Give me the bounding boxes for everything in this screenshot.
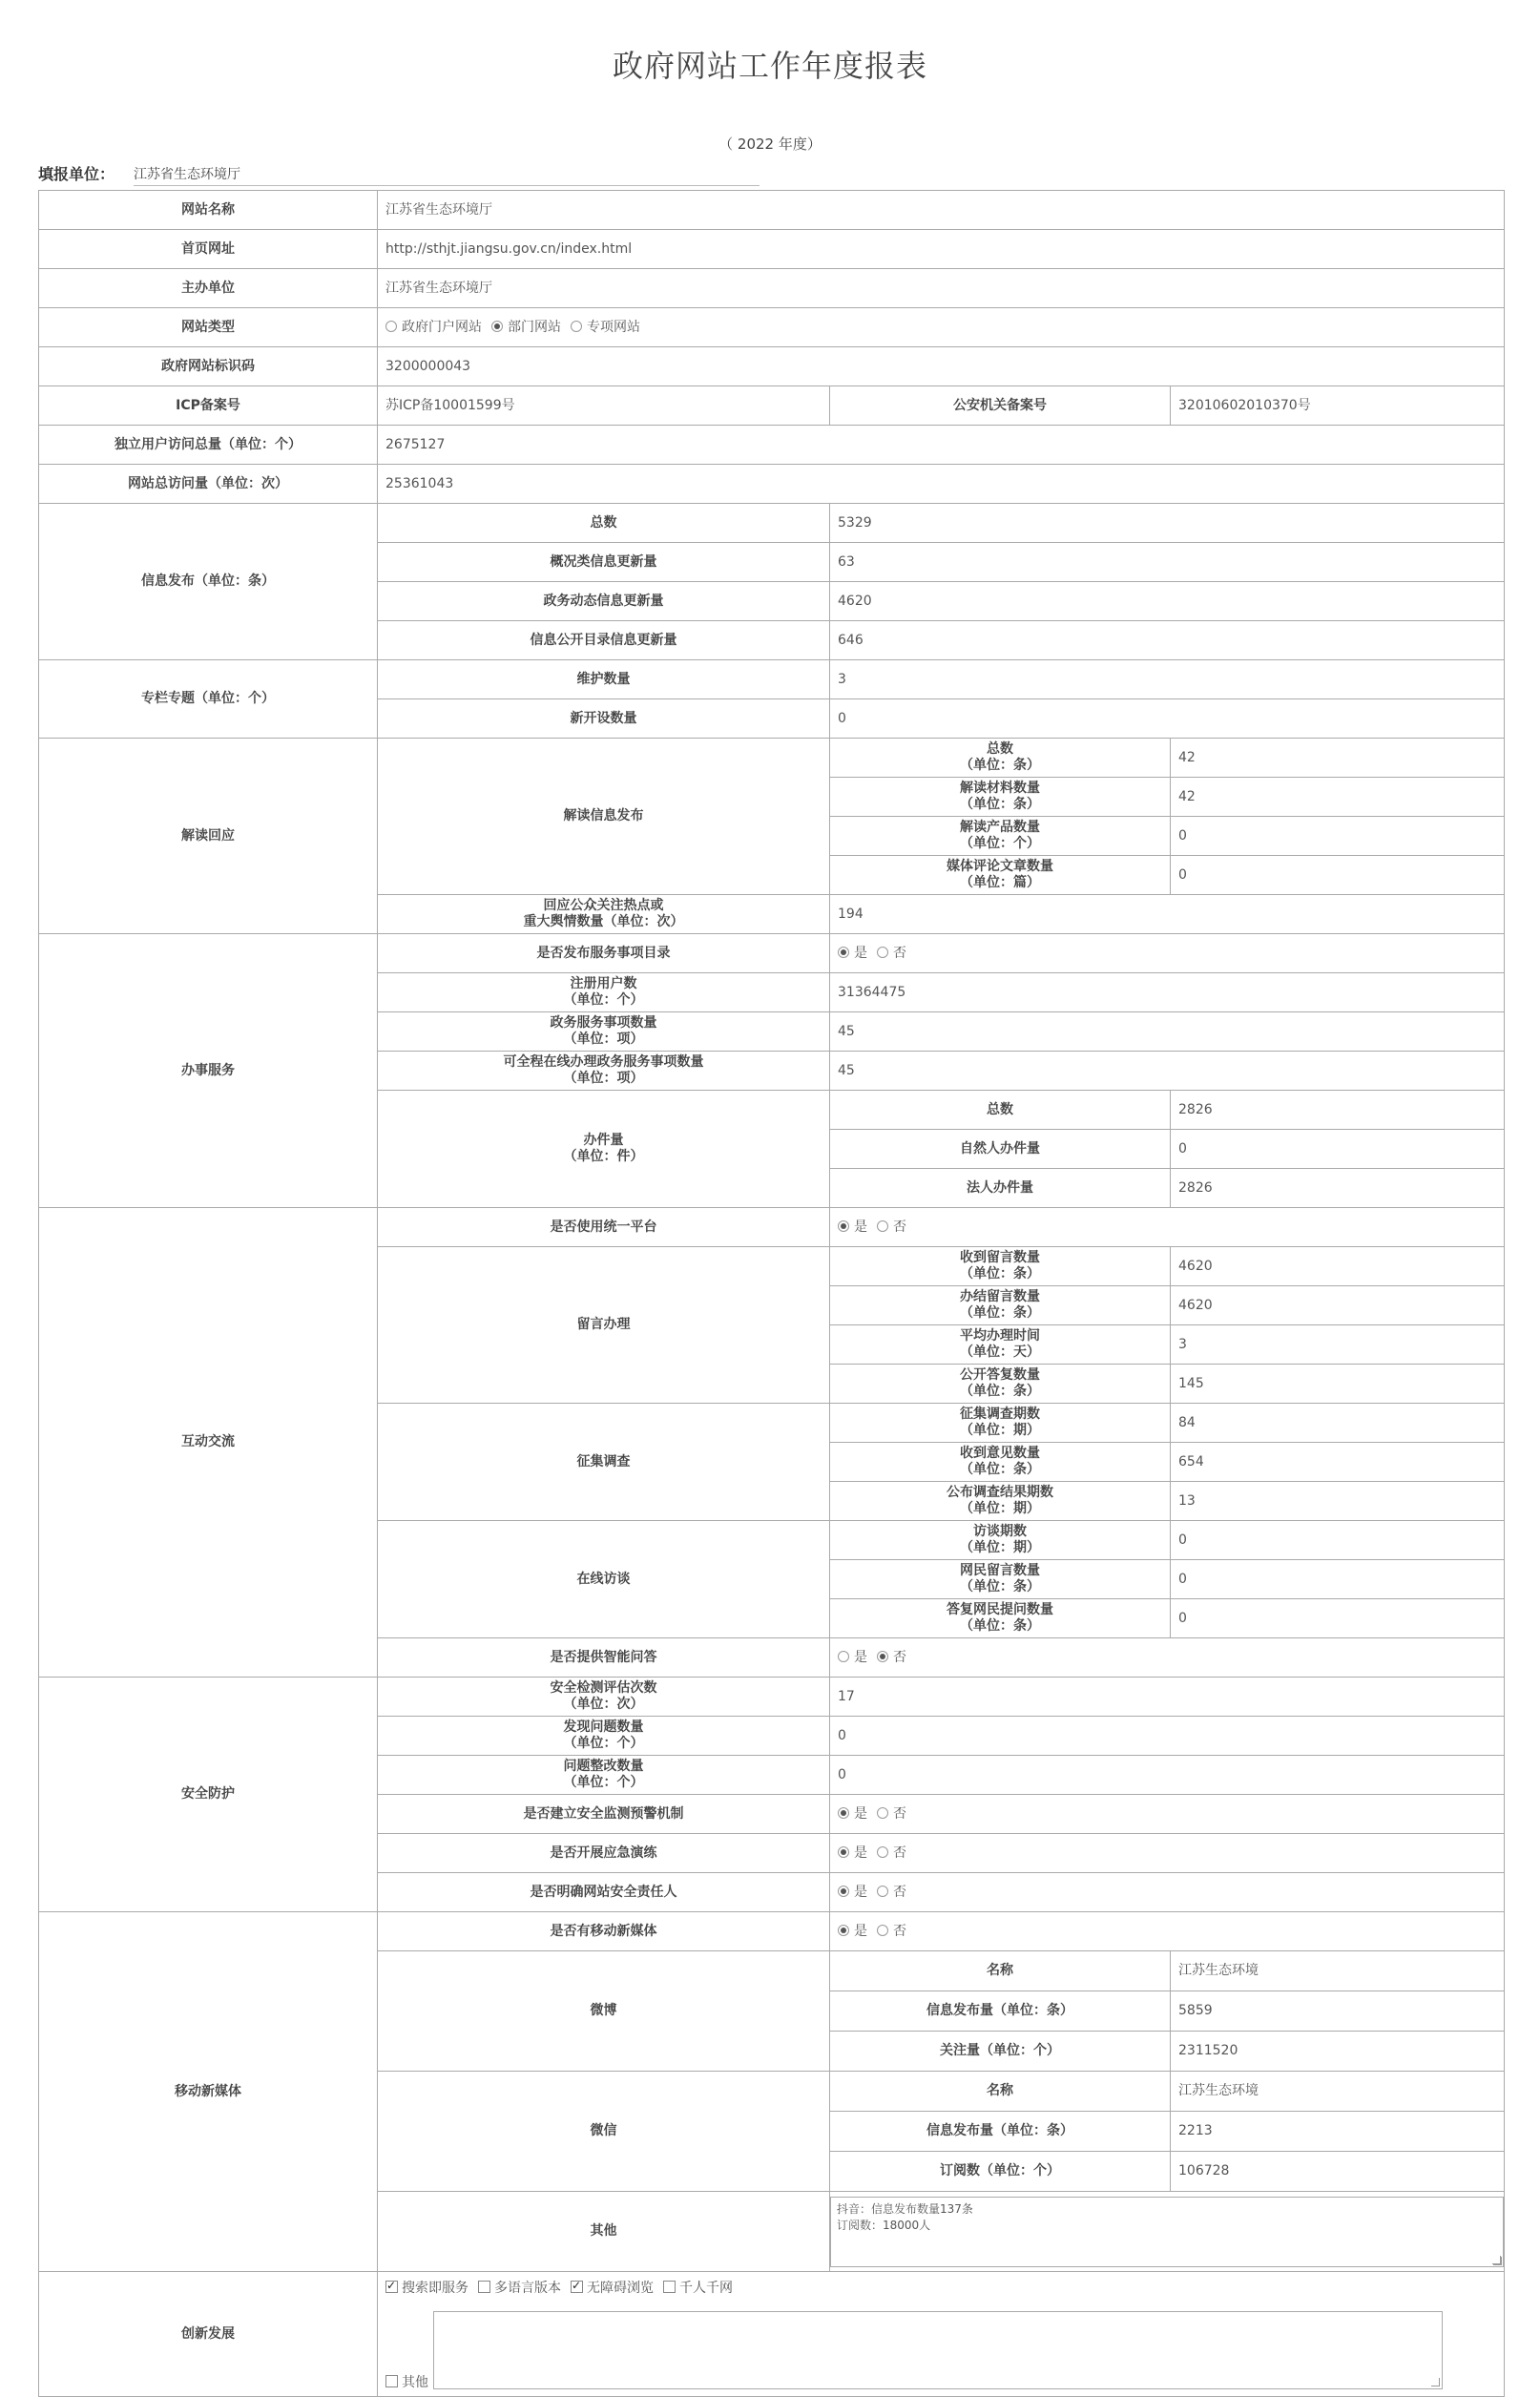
interp-resp-label (378, 895, 830, 934)
interp-row-label-line2: （单位：篇） (960, 875, 1040, 890)
table-row (39, 2272, 1505, 2397)
innovation-option[interactable] (385, 2281, 468, 2296)
cases-row-value[interactable]: 0 (1171, 1130, 1505, 1169)
interview-row-label-line2: （单位：期） (960, 1540, 1040, 1555)
wechat-row-label: 名称 (830, 2072, 1171, 2112)
drill-radio-option[interactable] (838, 1845, 867, 1861)
info-label: 信息发布（单位：条） (39, 504, 378, 660)
qa-radio-option-label: 是 (854, 1649, 867, 1665)
interp-label: 解读回应 (39, 739, 378, 934)
msg-row-label-line2: （单位：条） (960, 1384, 1040, 1399)
innovation-value (378, 2272, 1505, 2397)
security-row-label-line2: （单位：个） (563, 1736, 644, 1751)
site-name-value[interactable]: 江苏省生态环境厅 (378, 191, 1505, 230)
info-row-value[interactable]: 4620 (830, 582, 1505, 621)
cases-row-value[interactable]: 2826 (1171, 1169, 1505, 1208)
service-row-label (378, 973, 830, 1012)
radio-icon[interactable] (877, 1846, 888, 1858)
innovation-option-label: 千人千网 (679, 2281, 733, 2296)
resize-grip-icon[interactable] (1431, 2378, 1440, 2387)
msg-row-label (830, 1286, 1171, 1325)
wechat-row-value[interactable]: 106728 (1171, 2152, 1505, 2192)
catalog-radio-option-label: 是 (854, 945, 867, 961)
site-name-label: 网站名称 (39, 191, 378, 230)
media-other-textarea[interactable]: 抖音：信息发布数量137条 订阅数：18000人 (830, 2197, 1504, 2267)
cases-label-line1: 办件量 (583, 1133, 624, 1148)
icp-label: ICP备案号 (39, 386, 378, 426)
site-type-radio-option[interactable] (491, 320, 561, 335)
duty-radio-option[interactable] (838, 1885, 867, 1900)
resize-grip-icon[interactable] (1493, 2257, 1502, 2265)
interp-row-value[interactable]: 42 (1171, 739, 1505, 778)
site-code-label: 政府网站标识码 (39, 347, 378, 386)
interp-row-label (830, 817, 1171, 856)
interp-row-value[interactable]: 0 (1171, 856, 1505, 895)
checkbox-icon[interactable] (478, 2281, 490, 2293)
wechat-label: 微信 (378, 2072, 830, 2192)
site-type-radio-option-label: 专项网站 (587, 319, 640, 335)
media-has-radio (838, 1924, 916, 1939)
security-row-value[interactable]: 0 (830, 1756, 1505, 1795)
interview-row-label-line1: 答复网民提问数量 (947, 1602, 1053, 1617)
survey-row-label-line1: 公布调查结果期数 (947, 1485, 1053, 1500)
checkbox-icon[interactable] (663, 2281, 676, 2293)
alarm-value (830, 1795, 1505, 1834)
catalog-radio (838, 946, 916, 961)
interview-row-label-line1: 访谈期数 (973, 1524, 1027, 1539)
table-row (39, 1912, 1505, 1951)
interp-resp-label-line1: 回应公众关注热点或 (543, 898, 664, 913)
media-has-radio-option-label: 否 (893, 1923, 906, 1939)
survey-row-value[interactable]: 84 (1171, 1404, 1505, 1443)
interview-row-value[interactable]: 0 (1171, 1599, 1505, 1638)
platform-value (830, 1208, 1505, 1247)
drill-radio-option-label: 是 (854, 1845, 867, 1861)
interview-row-label-line2: （单位：条） (960, 1618, 1040, 1634)
police-value[interactable]: 32010602010370号 (1171, 386, 1505, 426)
drill-radio (838, 1845, 916, 1861)
service-label: 办事服务 (39, 934, 378, 1208)
media-has-radio-option[interactable] (877, 1924, 906, 1939)
survey-row-label-line2: （单位：期） (960, 1501, 1040, 1516)
survey-row-label (830, 1482, 1171, 1521)
service-row-label (378, 1052, 830, 1091)
drill-label: 是否开展应急演练 (378, 1834, 830, 1873)
table-row (39, 426, 1505, 465)
radio-icon[interactable] (838, 947, 849, 958)
survey-row-label-line1: 征集调查期数 (960, 1407, 1040, 1422)
msg-row-label-line2: （单位：条） (960, 1305, 1040, 1321)
radio-icon[interactable] (877, 947, 888, 958)
service-row-label (378, 1012, 830, 1052)
innovation-other-textarea[interactable] (433, 2311, 1443, 2389)
cases-label-line2: （单位：件） (563, 1149, 644, 1164)
service-row-label-line2: （单位：个） (563, 992, 644, 1008)
service-row-value[interactable]: 31364475 (830, 973, 1505, 1012)
interp-sub-label: 解读信息发布 (378, 739, 830, 895)
drill-radio-option[interactable] (877, 1845, 906, 1861)
duty-radio-option-label: 是 (854, 1884, 867, 1900)
security-row-label-line1: 发现问题数量 (563, 1720, 644, 1735)
filing-unit-label: 填报单位： (38, 165, 115, 183)
weibo-row-value[interactable]: 江苏生态环境 (1171, 1951, 1505, 1991)
interp-row-label-line1: 媒体评论文章数量 (947, 859, 1053, 874)
service-row-label-line2: （单位：项） (563, 1071, 644, 1086)
interp-row-label (830, 739, 1171, 778)
radio-icon[interactable] (838, 1925, 849, 1936)
security-label: 安全防护 (39, 1678, 378, 1912)
radio-icon[interactable] (877, 1651, 888, 1662)
interp-row-value[interactable]: 0 (1171, 817, 1505, 856)
innovation-option-label: 多语言版本 (494, 2281, 561, 2296)
interp-row-value[interactable]: 42 (1171, 778, 1505, 817)
qa-radio-option[interactable] (838, 1650, 867, 1665)
site-type-radio-option-label: 部门网站 (508, 319, 561, 335)
cases-row-label: 法人办件量 (830, 1169, 1171, 1208)
sponsor-value[interactable]: 江苏省生态环境厅 (378, 269, 1505, 308)
media-other-label: 其他 (378, 2192, 830, 2272)
survey-row-label (830, 1404, 1171, 1443)
table-row (39, 1208, 1505, 1247)
table-row (39, 660, 1505, 699)
msg-row-label-line1: 平均办理时间 (960, 1328, 1040, 1344)
survey-label: 征集调查 (378, 1404, 830, 1521)
table-row (39, 465, 1505, 504)
service-row-label-line1: 政务服务事项数量 (550, 1015, 657, 1031)
info-row-label: 政务动态信息更新量 (378, 582, 830, 621)
home-url-value[interactable]: http://sthjt.jiangsu.gov.cn/index.html (378, 230, 1505, 269)
media-other-wrap (830, 2197, 1504, 2267)
innovation-option[interactable] (478, 2281, 561, 2296)
security-row-label (378, 1756, 830, 1795)
radio-icon[interactable] (877, 1886, 888, 1897)
site-type-value (378, 308, 1505, 347)
security-row-label-line2: （单位：个） (563, 1775, 644, 1790)
column-row-value[interactable]: 3 (830, 660, 1505, 699)
msg-label: 留言办理 (378, 1247, 830, 1404)
interview-row-label-line2: （单位：条） (960, 1579, 1040, 1595)
site-type-radio-option[interactable] (571, 320, 640, 335)
alarm-label: 是否建立安全监测预警机制 (378, 1795, 830, 1834)
table-row (39, 934, 1505, 973)
msg-row-label-line1: 办结留言数量 (960, 1289, 1040, 1304)
site-type-radio-option-label: 政府门户网站 (402, 319, 482, 335)
service-row-label-line1: 可全程在线办理政务服务事项数量 (503, 1054, 704, 1070)
security-row-value[interactable]: 0 (830, 1717, 1505, 1756)
police-label: 公安机关备案号 (830, 386, 1171, 426)
table-row (39, 1678, 1505, 1717)
innovation-other-option[interactable] (385, 2375, 428, 2391)
icp-value[interactable]: 苏ICP备10001599号 (378, 386, 830, 426)
innovation-other-label: 其他 (402, 2375, 428, 2390)
msg-row-label-line2: （单位：条） (960, 1266, 1040, 1282)
radio-icon[interactable] (838, 1807, 849, 1819)
column-row-label: 新开设数量 (378, 699, 830, 739)
interp-row-label (830, 856, 1171, 895)
catalog-value (830, 934, 1505, 973)
checkbox-icon[interactable] (385, 2281, 398, 2293)
innovation-option[interactable] (663, 2281, 733, 2296)
interp-row-label-line1: 解读材料数量 (960, 781, 1040, 796)
duty-label: 是否明确网站安全责任人 (378, 1873, 830, 1912)
weibo-row-value[interactable]: 2311520 (1171, 2032, 1505, 2072)
alarm-radio-option-label: 否 (893, 1805, 906, 1822)
radio-icon[interactable] (838, 1651, 849, 1662)
info-row-label: 总数 (378, 504, 830, 543)
media-label: 移动新媒体 (39, 1912, 378, 2272)
platform-radio (838, 1219, 916, 1235)
alarm-radio-option[interactable] (877, 1806, 906, 1822)
qa-label: 是否提供智能问答 (378, 1638, 830, 1678)
service-row-value[interactable]: 45 (830, 1012, 1505, 1052)
radio-icon[interactable] (385, 321, 397, 332)
radio-icon[interactable] (838, 1846, 849, 1858)
interp-row-label-line2: （单位：个） (960, 836, 1040, 851)
interp-row-label-line1: 总数 (987, 741, 1013, 757)
interp-row-label-line2: （单位：条） (960, 758, 1040, 773)
site-type-radio (385, 320, 650, 335)
radio-icon[interactable] (838, 1220, 849, 1232)
site-code-value[interactable]: 3200000043 (378, 347, 1505, 386)
innovation-option[interactable] (571, 2281, 654, 2296)
drill-radio-option-label: 否 (893, 1845, 906, 1861)
radio-icon[interactable] (571, 321, 582, 332)
security-row-label-line1: 安全检测评估次数 (550, 1680, 657, 1696)
table-row (39, 386, 1505, 426)
media-has-label: 是否有移动新媒体 (378, 1912, 830, 1951)
catalog-radio-option[interactable] (838, 946, 867, 961)
alarm-radio-option[interactable] (838, 1806, 867, 1822)
cases-label (378, 1091, 830, 1208)
duty-radio-option-label: 否 (893, 1884, 906, 1900)
platform-radio-option-label: 否 (893, 1219, 906, 1235)
qa-value (830, 1638, 1505, 1678)
radio-icon[interactable] (491, 321, 503, 332)
home-url-label: 首页网址 (39, 230, 378, 269)
security-row-label-line2: （单位：次） (563, 1697, 644, 1712)
uv-label: 独立用户访问总量（单位：个） (39, 426, 378, 465)
interact-label: 互动交流 (39, 1208, 378, 1678)
innovation-label: 创新发展 (39, 2272, 378, 2397)
innovation-options (385, 2273, 1496, 2395)
media-has-radio-option-label: 是 (854, 1923, 867, 1939)
catalog-label: 是否发布服务事项目录 (378, 934, 830, 973)
interp-row-label-line2: （单位：条） (960, 797, 1040, 812)
msg-row-label (830, 1325, 1171, 1365)
radio-icon[interactable] (838, 1886, 849, 1897)
survey-row-label-line2: （单位：期） (960, 1423, 1040, 1438)
radio-icon[interactable] (877, 1807, 888, 1819)
radio-icon[interactable] (877, 1220, 888, 1232)
radio-icon[interactable] (877, 1925, 888, 1936)
duty-radio-option[interactable] (877, 1885, 906, 1900)
platform-radio-option-label: 是 (854, 1219, 867, 1235)
survey-row-value[interactable]: 13 (1171, 1482, 1505, 1521)
interp-row-label (830, 778, 1171, 817)
msg-row-label-line2: （单位：天） (960, 1344, 1040, 1360)
filing-unit-value[interactable]: 江苏省生态环境厅 (134, 167, 240, 182)
msg-row-value[interactable]: 4620 (1171, 1247, 1505, 1286)
site-type-label: 网站类型 (39, 308, 378, 347)
catalog-radio-option[interactable] (877, 946, 906, 961)
table-row (39, 308, 1505, 347)
checkbox-icon[interactable] (385, 2375, 398, 2387)
table-row (39, 230, 1505, 269)
qa-radio-option[interactable] (877, 1650, 906, 1665)
msg-row-label-line1: 收到留言数量 (960, 1250, 1040, 1265)
interview-row-value[interactable]: 0 (1171, 1560, 1505, 1599)
uv-value[interactable]: 2675127 (378, 426, 1505, 465)
platform-label: 是否使用统一平台 (378, 1208, 830, 1247)
platform-radio-option[interactable] (877, 1219, 906, 1235)
msg-row-value[interactable]: 4620 (1171, 1286, 1505, 1325)
filing-unit-underline (134, 185, 760, 186)
wechat-row-value[interactable]: 江苏生态环境 (1171, 2072, 1505, 2112)
catalog-radio-option-label: 否 (893, 945, 906, 961)
msg-row-value[interactable]: 3 (1171, 1325, 1505, 1365)
media-has-value (830, 1912, 1505, 1951)
interview-row-label (830, 1599, 1171, 1638)
wechat-row-label: 信息发布量（单位：条） (830, 2112, 1171, 2152)
site-type-radio-option[interactable] (385, 320, 482, 335)
security-row-label-line1: 问题整改数量 (563, 1759, 644, 1774)
filing-unit (38, 162, 725, 185)
interview-label: 在线访谈 (378, 1521, 830, 1638)
info-row-label: 概况类信息更新量 (378, 543, 830, 582)
interp-row-label-line1: 解读产品数量 (960, 820, 1040, 835)
table-row (39, 504, 1505, 543)
media-other-value (830, 2192, 1505, 2272)
page-title: 政府网站工作年度报表 (612, 48, 927, 84)
alarm-radio-option-label: 是 (854, 1805, 867, 1822)
innovation-option-label: 无障碍浏览 (587, 2281, 654, 2296)
platform-radio-option[interactable] (838, 1219, 867, 1235)
survey-row-value[interactable]: 654 (1171, 1443, 1505, 1482)
table-row (39, 191, 1505, 230)
security-row-value[interactable]: 17 (830, 1678, 1505, 1717)
duty-value (830, 1873, 1505, 1912)
column-label: 专栏专题（单位：个） (39, 660, 378, 739)
weibo-label: 微博 (378, 1951, 830, 2072)
info-row-value[interactable]: 5329 (830, 504, 1505, 543)
info-row-value[interactable]: 646 (830, 621, 1505, 660)
weibo-row-label: 信息发布量（单位：条） (830, 1991, 1171, 2032)
table-row (39, 269, 1505, 308)
interview-row-label-line1: 网民留言数量 (960, 1563, 1040, 1578)
weibo-row-value[interactable]: 5859 (1171, 1991, 1505, 2032)
qa-radio-option-label: 否 (893, 1649, 906, 1665)
cases-row-label: 自然人办件量 (830, 1130, 1171, 1169)
survey-row-label-line2: （单位：条） (960, 1462, 1040, 1477)
duty-radio (838, 1885, 916, 1900)
service-row-label-line1: 注册用户数 (570, 976, 637, 991)
service-row-value[interactable]: 45 (830, 1052, 1505, 1091)
interp-resp-label-line2: 重大舆情数量（单位：次） (523, 914, 684, 929)
report-table (38, 190, 1505, 2397)
table-row (39, 739, 1505, 778)
info-row-label: 信息公开目录信息更新量 (378, 621, 830, 660)
interp-resp-value[interactable]: 194 (830, 895, 1505, 934)
media-has-radio-option[interactable] (838, 1924, 867, 1939)
drill-value (830, 1834, 1505, 1873)
msg-row-label (830, 1365, 1171, 1404)
sponsor-label: 主办单位 (39, 269, 378, 308)
report-year: （ 2022 年度） (718, 135, 822, 153)
checkbox-icon[interactable] (571, 2281, 583, 2293)
msg-row-value[interactable]: 145 (1171, 1365, 1505, 1404)
security-row-label (378, 1678, 830, 1717)
innovation-checkbox-row (385, 2281, 742, 2297)
interview-row-value[interactable]: 0 (1171, 1521, 1505, 1560)
weibo-row-label: 名称 (830, 1951, 1171, 1991)
cases-row-value[interactable]: 2826 (1171, 1091, 1505, 1130)
pv-value[interactable]: 25361043 (378, 465, 1505, 504)
survey-row-label (830, 1443, 1171, 1482)
survey-row-label-line1: 收到意见数量 (960, 1446, 1040, 1461)
innovation-option-label: 搜索即服务 (402, 2281, 468, 2296)
column-row-value[interactable]: 0 (830, 699, 1505, 739)
security-row-label (378, 1717, 830, 1756)
column-row-label: 维护数量 (378, 660, 830, 699)
qa-radio (838, 1650, 916, 1665)
alarm-radio (838, 1806, 916, 1822)
wechat-row-value[interactable]: 2213 (1171, 2112, 1505, 2152)
msg-row-label (830, 1247, 1171, 1286)
interview-row-label (830, 1560, 1171, 1599)
msg-row-label-line1: 公开答复数量 (960, 1367, 1040, 1383)
table-row (39, 347, 1505, 386)
pv-label: 网站总访问量（单位：次） (39, 465, 378, 504)
interview-row-label (830, 1521, 1171, 1560)
info-row-value[interactable]: 63 (830, 543, 1505, 582)
wechat-row-label: 订阅数（单位：个） (830, 2152, 1171, 2192)
cases-row-label: 总数 (830, 1091, 1171, 1130)
weibo-row-label: 关注量（单位：个） (830, 2032, 1171, 2072)
service-row-label-line2: （单位：项） (563, 1032, 644, 1047)
